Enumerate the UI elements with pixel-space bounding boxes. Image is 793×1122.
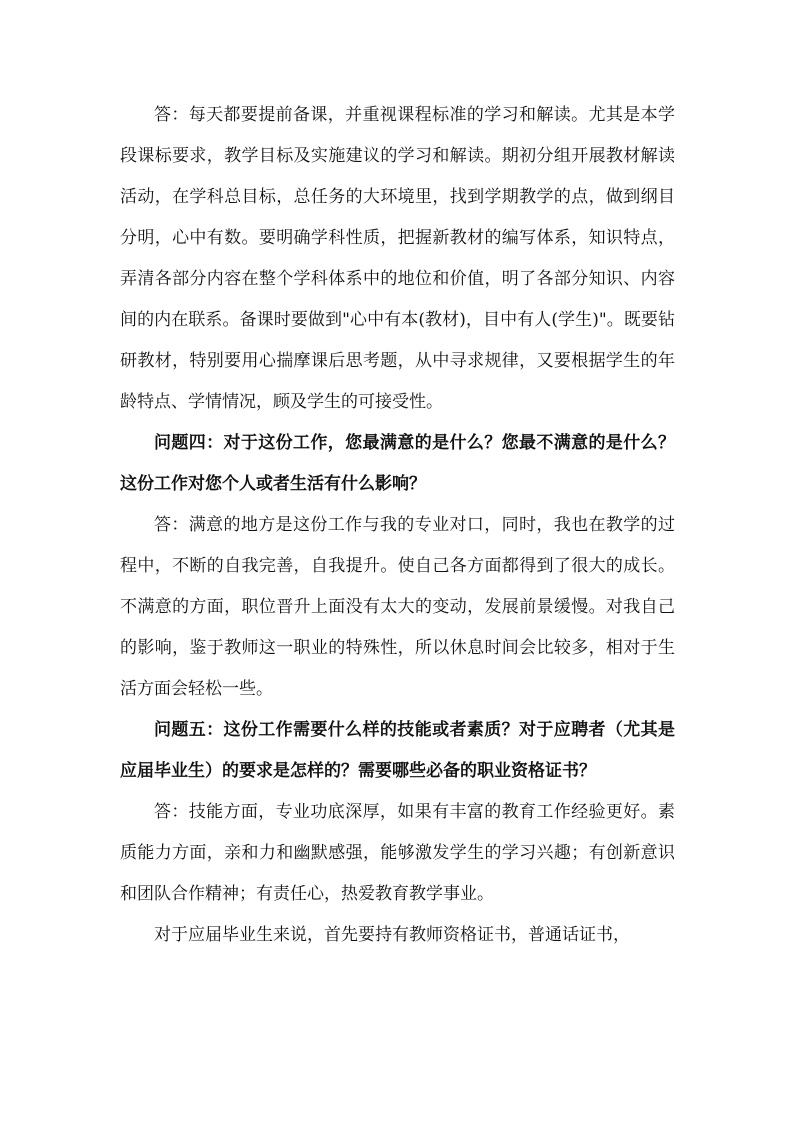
answer-paragraph: 答：技能方面，专业功底深厚，如果有丰富的教育工作经验更好。素质能力方面，亲和力和幽默感强，能够激发学生的学习兴趣；有创新意识和团队合作精神；有责任心，热爱教育教学事业。 (120, 802, 675, 904)
answer-paragraph: 答：满意的地方是这份工作与我的专业对口，同时，我也在教学的过程中，不断的自我完善，自我提升。使自己各方面都得到了很大的成长。不满意的方面，职位晋升上面没有太大的变动，发展前景缓慢。对我自己的影响，鉴于教师这一职业的特殊性，所以休息时间会比较多，相对于生活方面会轻松一些。 (120, 515, 675, 699)
question-paragraph: 问题四：对于这份工作，您最满意的是什么？您最不满意的是什么？这份工作对您个人或者生活有什么影响？ (120, 433, 675, 494)
document-body (120, 95, 675, 956)
question-paragraph: 问题五：这份工作需要什么样的技能或者素质？对于应聘者（尤其是应届毕业生）的要求是怎样的？需要哪些必备的职业资格证书？ (120, 720, 675, 781)
answer-paragraph: 对于应届毕业生来说，首先要持有教师资格证书，普通话证书， (154, 925, 630, 945)
answer-paragraph: 答：每天都要提前备课，并重视课程标准的学习和解读。尤其是本学段课标要求，教学目标及实施建议的学习和解读。期初分组开展教材解读活动，在学科总目标，总任务的大环境里，找到学期教学的点，做到纲目分明，心中有数。要明确学科性质，把握新教材的编写体系，知识特点，弄清各部分内容在整个学科体系中的地位和价值，明了各部分知识、内容间的内在联系。备课时要做到"心中有本(教材)，目中有人(学生)"。既要钻研教材，特别要用心揣摩课后思考题，从中寻求规律，又要根据学生的年龄特点、学情情况，顾及学生的可接受性。 (120, 105, 675, 412)
